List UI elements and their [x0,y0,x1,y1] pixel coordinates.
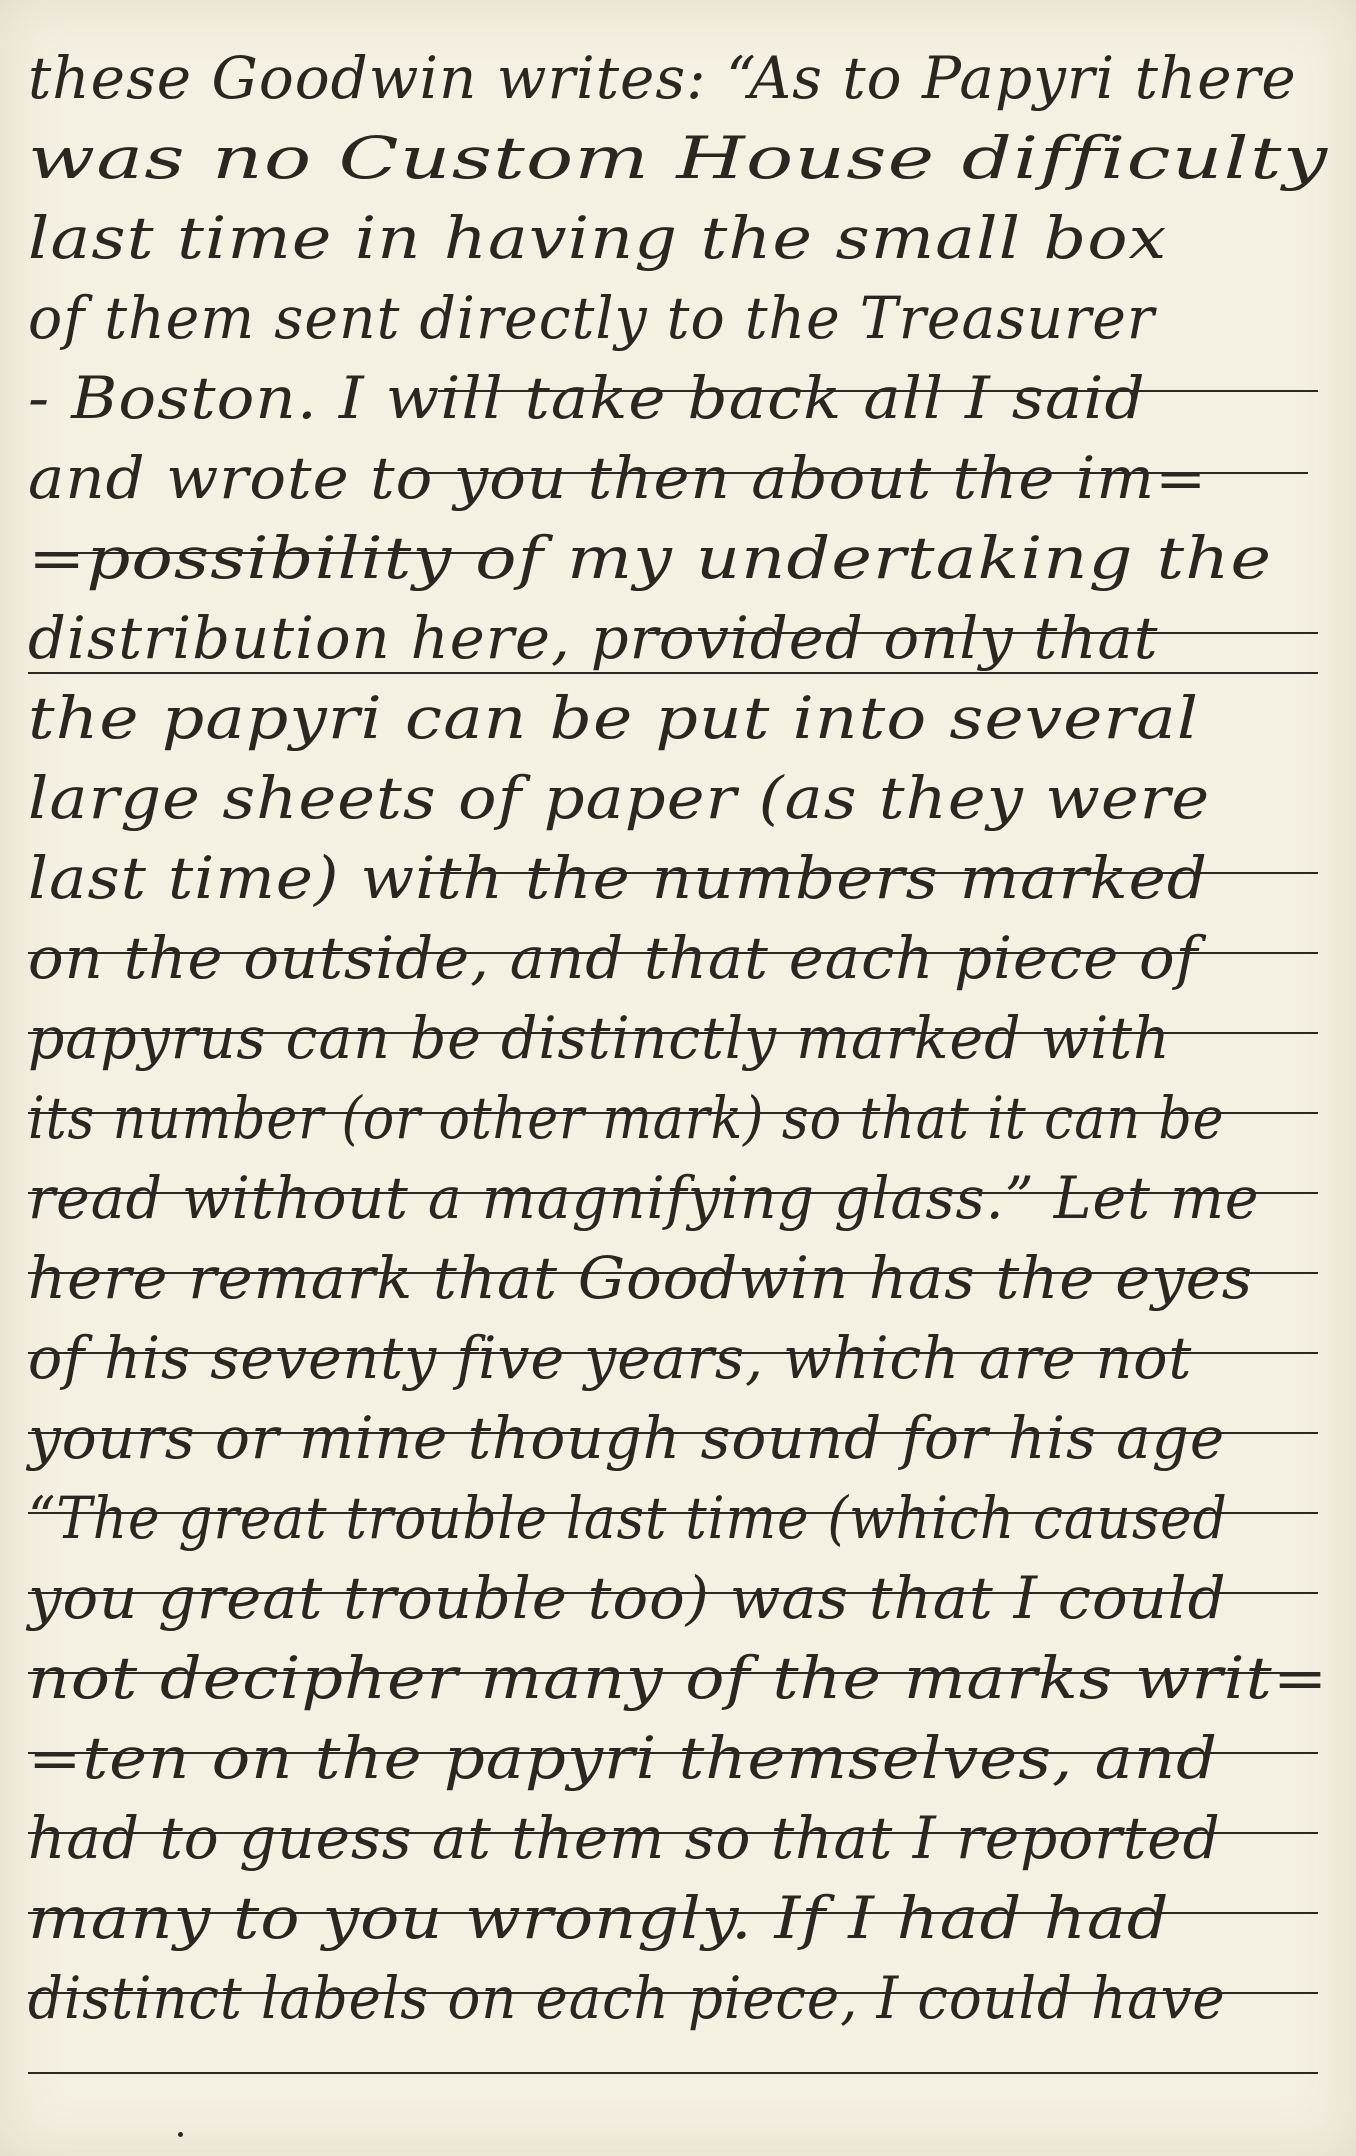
text-line: many to you wrongly. If I had had [28,1884,1170,1952]
text-line: last time in having the small box [28,204,1168,272]
text-line: these Goodwin writes: “As to Papyri there [28,44,1297,112]
underline [48,552,508,554]
text-line: =ten on the papyri themselves, and [28,1724,1219,1792]
underline [438,390,1318,392]
text-line: =possibility of my undertaking the [28,524,1273,592]
text-line: the papyri can be put into several [28,684,1200,752]
underline [28,672,1318,674]
text-line: distribution here, provided only that [28,604,1159,672]
text-line: last time) with the numbers marked [28,844,1209,912]
underline [648,632,1318,634]
underline [28,1272,1318,1274]
text-line: not decipher many of the marks writ= [28,1644,1329,1712]
text-line: on the outside, and that each piece of [28,924,1199,992]
underline [28,1912,1318,1914]
text-line: distinct labels on each piece, I could have [28,1964,1226,2032]
underline [28,1352,1318,1354]
underline [408,472,1308,474]
underline [28,1752,1318,1754]
text-line: papyrus can be distinctly marked with [28,1004,1171,1072]
text-line: read without a magnifying glass.” Let me [28,1164,1260,1232]
underline [28,1112,1318,1114]
underline [28,1592,1318,1594]
underline [28,1832,1318,1834]
text-line: of his seventy five years, which are not [28,1324,1193,1392]
text-line: here remark that Goodwin has the eyes [28,1244,1254,1312]
underline [28,1512,1318,1514]
underline [28,2072,1318,2074]
text-line: - Boston. I will take back all I said [28,364,1146,432]
underline [428,872,1318,874]
text-line: large sheets of paper (as they were [28,764,1211,832]
underline [28,1672,1318,1674]
text-line: its number (or other mark) so that it can be [28,1084,1225,1152]
underline [28,1192,1318,1194]
underline [28,952,1318,954]
text-line: you great trouble too) was that I could [28,1564,1227,1632]
text-line: and wrote to you then about the im= [28,444,1208,512]
underline [28,1432,1318,1434]
text-line: was no Custom House difficulty [28,124,1329,192]
text-line: yours or mine though sound for his age [28,1404,1226,1472]
text-line: had to guess at them so that I reported [28,1804,1221,1872]
underline [28,1992,1318,1994]
ink-dot [178,2132,183,2137]
text-line: “The great trouble last time (which caused [28,1484,1228,1552]
underline [28,1032,1318,1034]
text-line: of them sent directly to the Treasurer [28,284,1155,352]
